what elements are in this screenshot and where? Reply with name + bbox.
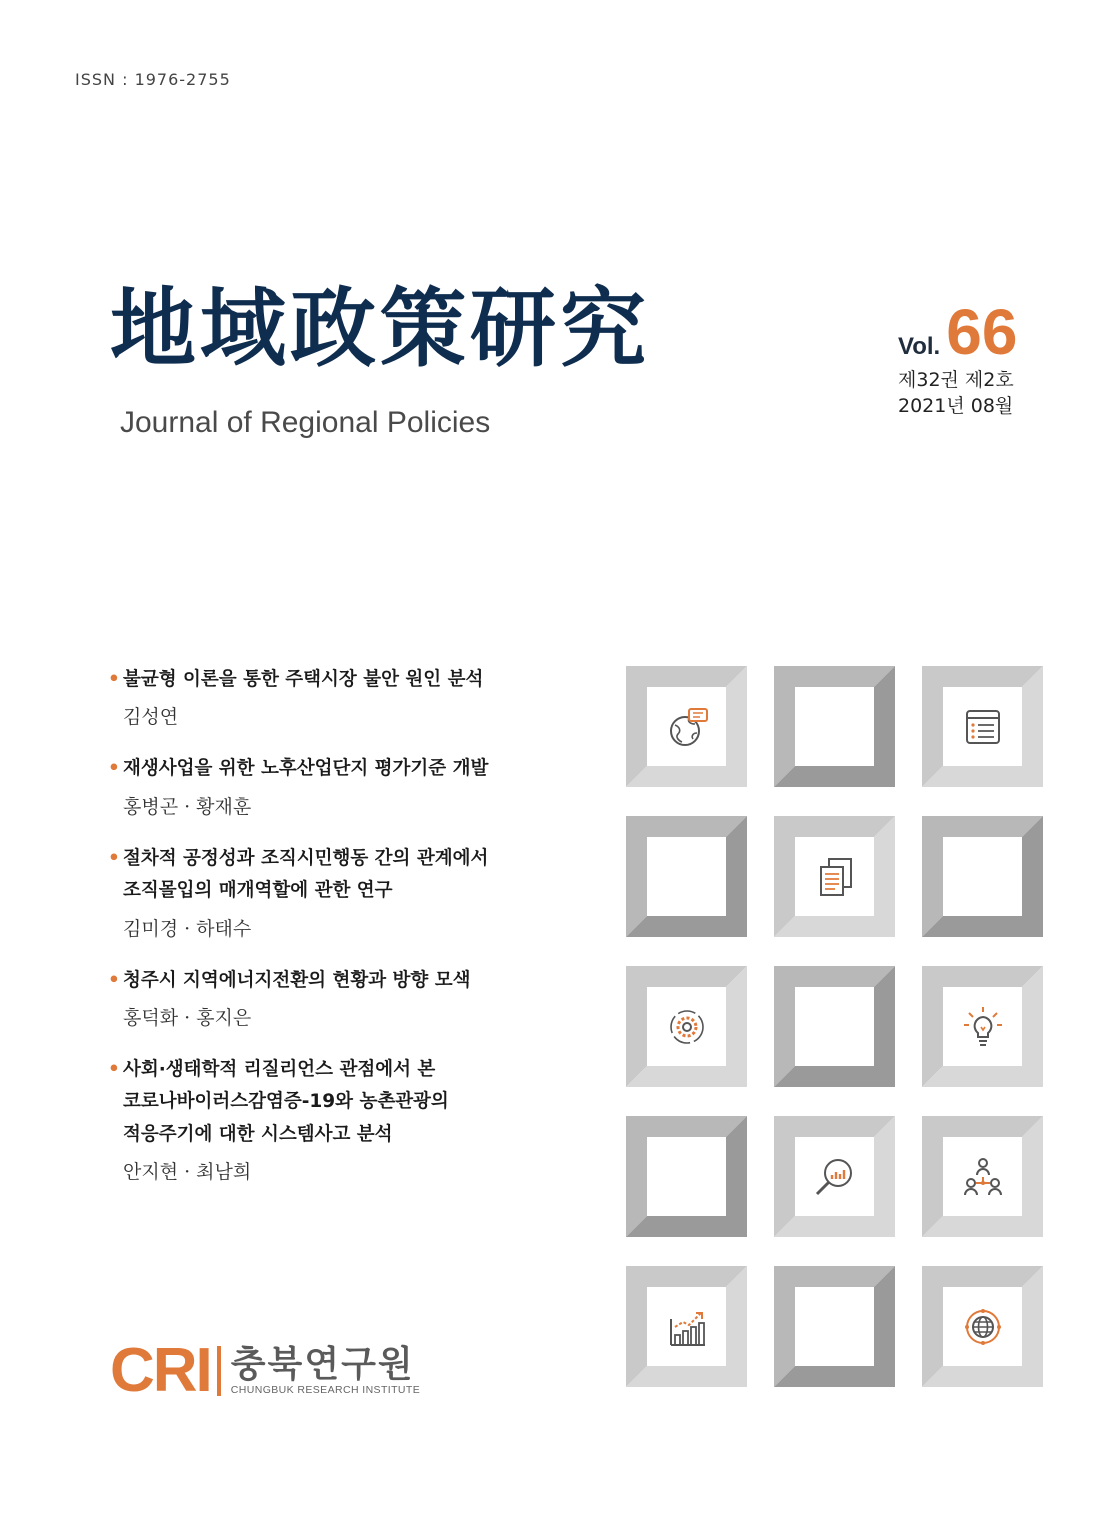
article-item bbox=[108, 965, 588, 1030]
article-title-line: 불균형 이론을 통한 주택시장 불안 원인 분석 bbox=[123, 669, 484, 690]
magnifier-chart-icon bbox=[813, 1155, 857, 1199]
icon-tile bbox=[774, 1266, 895, 1387]
journal-title-cjk: 地域政策研究 bbox=[110, 278, 650, 379]
article-title-line: 적응주기에 대한 시스템사고 분석 bbox=[123, 1123, 393, 1145]
article-authors: 김미경 · 하태수 bbox=[123, 917, 252, 940]
article-title-line: 청주시 지역에너지전환의 현황과 방향 모색 bbox=[123, 969, 471, 991]
globe-chat-icon bbox=[665, 705, 709, 749]
icon-tile bbox=[774, 666, 895, 787]
documents-icon bbox=[813, 855, 857, 899]
issue-info: 제32권 제2호 bbox=[898, 369, 1014, 391]
icon-tile bbox=[774, 1116, 895, 1237]
article-item bbox=[108, 843, 588, 941]
article-item bbox=[108, 1054, 588, 1184]
volume-block bbox=[898, 296, 1058, 419]
icon-tile bbox=[922, 1266, 1043, 1387]
publisher-name-en: CHUNGBUK RESEARCH INSTITUTE bbox=[230, 1383, 421, 1396]
icon-tile bbox=[922, 816, 1043, 937]
article-item bbox=[108, 753, 588, 818]
article-title bbox=[108, 753, 588, 785]
article-authors: 안지현 · 최남희 bbox=[123, 1161, 252, 1183]
article-title-line: 절차적 공정성과 조직시민행동 간의 관계에서 bbox=[123, 847, 489, 869]
article-authors: 김성연 bbox=[123, 706, 179, 729]
article-authors: 홍덕화 · 홍지은 bbox=[123, 1006, 252, 1029]
bullet-icon: • bbox=[108, 758, 120, 780]
volume-label: Vol. bbox=[898, 333, 941, 360]
logo-divider bbox=[217, 1346, 221, 1396]
article-title-line: 재생사업을 위한 노후산업단지 평가기준 개발 bbox=[123, 758, 489, 780]
article-authors: 홍병곤 · 황재훈 bbox=[123, 795, 252, 818]
icon-tile bbox=[626, 1266, 747, 1387]
article-title bbox=[108, 1054, 588, 1151]
article-item bbox=[108, 664, 588, 729]
globe-target-icon bbox=[961, 1305, 1005, 1349]
people-network-icon bbox=[961, 1155, 1005, 1199]
article-list bbox=[108, 664, 588, 1208]
article-title bbox=[108, 664, 588, 696]
growth-chart-icon bbox=[665, 1305, 709, 1349]
icon-tile bbox=[922, 666, 1043, 787]
article-title-line: 조직몰입의 매개역할에 관한 연구 bbox=[123, 880, 393, 902]
icon-tile bbox=[922, 966, 1043, 1087]
bullet-icon: • bbox=[108, 847, 120, 869]
journal-title-en: Journal of Regional Policies bbox=[120, 406, 491, 439]
issue-date: 2021년 08월 bbox=[898, 394, 1014, 417]
volume-number: 66 bbox=[946, 296, 1018, 368]
bullet-icon: • bbox=[108, 1058, 120, 1080]
issn-number: ISSN : 1976-2755 bbox=[75, 70, 231, 89]
icon-tile bbox=[626, 816, 747, 937]
logo-cri-letters: CRI bbox=[110, 1336, 211, 1405]
lightbulb-icon bbox=[961, 1005, 1005, 1049]
list-document-icon bbox=[961, 705, 1005, 749]
article-title-line: 코로나바이러스감염증-19와 농촌관광의 bbox=[123, 1091, 449, 1113]
icon-tile bbox=[922, 1116, 1043, 1237]
icon-tile bbox=[774, 966, 895, 1087]
icon-tile bbox=[626, 666, 747, 787]
publisher-name-kr: 충북연구원 bbox=[230, 1344, 415, 1386]
article-title bbox=[108, 965, 588, 997]
publisher-logo bbox=[110, 1336, 421, 1405]
bullet-icon: • bbox=[108, 969, 120, 991]
article-title-line: 사회·생태학적 리질리언스 관점에서 본 bbox=[123, 1058, 436, 1080]
icon-tile bbox=[774, 816, 895, 937]
icon-tile-grid bbox=[626, 666, 1043, 1387]
icon-tile bbox=[626, 966, 747, 1087]
gear-icon bbox=[665, 1005, 709, 1049]
article-title bbox=[108, 843, 588, 908]
bullet-icon: • bbox=[108, 669, 120, 690]
icon-tile bbox=[626, 1116, 747, 1237]
